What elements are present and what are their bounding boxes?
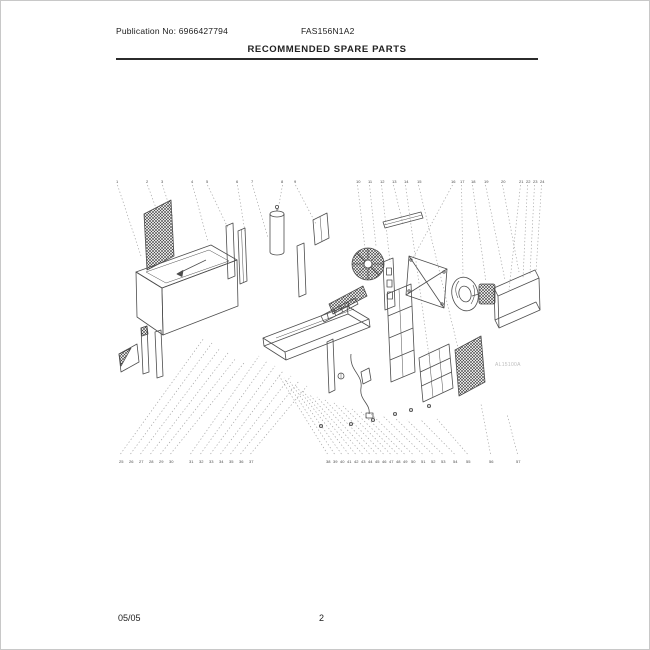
callout-number: 44 <box>368 459 373 464</box>
callout-leader-line <box>231 376 292 454</box>
callout-leader-line <box>334 403 384 454</box>
blower-wheel <box>352 248 384 280</box>
callout-number: 39 <box>333 459 338 464</box>
callout-leader-line <box>473 185 487 282</box>
callout-number: 7 <box>251 179 254 184</box>
callout-leader-line <box>317 397 370 454</box>
callout-leader-line <box>406 185 430 356</box>
callout-leader-line <box>296 386 349 454</box>
callout-number: 19 <box>484 179 489 184</box>
header-rule <box>116 58 538 60</box>
callout-leader-line <box>290 382 342 454</box>
callout-leader-line <box>278 374 328 454</box>
callout-leader-line <box>437 419 468 454</box>
callout-number: 50 <box>411 459 416 464</box>
callout-leader-line <box>148 185 157 208</box>
callout-number: 17 <box>460 179 465 184</box>
page-title: RECOMMENDED SPARE PARTS <box>247 44 407 55</box>
condenser-fan <box>448 274 481 313</box>
top-channel-bar <box>383 212 423 228</box>
callout-leader-line <box>238 185 246 232</box>
callout-leader-line <box>309 394 363 454</box>
base-pan <box>263 306 370 393</box>
callout-leader-line <box>407 420 443 454</box>
callout-number: 38 <box>326 459 331 464</box>
callout-leader-line <box>421 420 455 454</box>
callout-number: 11 <box>368 179 373 184</box>
side-trim-strips <box>141 326 163 378</box>
callout-number: 33 <box>209 459 214 464</box>
callout-number: 16 <box>451 179 456 184</box>
front-grille-panel <box>419 344 453 402</box>
callout-number: 21 <box>519 179 524 184</box>
parts-diagram-svg <box>111 176 545 468</box>
top-callout-group <box>116 179 545 356</box>
callout-number: 23 <box>533 179 538 184</box>
callout-number: 14 <box>404 179 409 184</box>
callout-number: 24 <box>540 179 545 184</box>
callout-number: 29 <box>159 459 164 464</box>
callout-number: 48 <box>396 459 401 464</box>
callout-number: 34 <box>219 459 224 464</box>
publication-number: Publication No: 6966427794 <box>116 26 229 36</box>
callout-leader-line <box>208 185 229 228</box>
callout-number: 42 <box>354 459 359 464</box>
callout-leader-line <box>241 381 300 454</box>
callout-number: 27 <box>139 459 144 464</box>
callout-number: 26 <box>129 459 134 464</box>
callout-number: 1 <box>116 179 119 184</box>
callout-number: 32 <box>199 459 204 464</box>
condenser-coil-panel <box>144 200 174 270</box>
callout-number: 4 <box>191 179 194 184</box>
callout-number: 55 <box>466 459 471 464</box>
callout-leader-line <box>523 185 528 278</box>
callout-number: 25 <box>119 459 124 464</box>
callout-number: 20 <box>501 179 506 184</box>
callout-number: 56 <box>489 459 494 464</box>
callout-number: 43 <box>361 459 366 464</box>
callout-number: 46 <box>382 459 387 464</box>
fan-shroud <box>406 256 447 308</box>
callout-leader-line <box>486 185 506 280</box>
callout-leader-line <box>118 185 142 256</box>
callout-number: 5 <box>206 179 209 184</box>
callout-leader-line <box>507 414 518 454</box>
callout-number: 51 <box>421 459 426 464</box>
callout-number: 15 <box>417 179 422 184</box>
callout-leader-line <box>171 363 245 454</box>
callout-leader-line <box>193 185 209 242</box>
footer-page-number: 2 <box>319 613 325 623</box>
callout-leader-line <box>370 185 377 246</box>
callout-leader-line <box>530 185 535 274</box>
callout-number: 31 <box>189 459 194 464</box>
callout-leader-line <box>462 185 464 276</box>
callout-leader-line <box>536 185 542 272</box>
callout-number: 40 <box>340 459 345 464</box>
callout-number: 37 <box>249 459 254 464</box>
capacitor-cylinder <box>270 205 284 255</box>
callout-leader-line <box>161 358 237 454</box>
callout-number: 52 <box>431 459 436 464</box>
callout-leader-line <box>141 348 221 454</box>
callout-number: 10 <box>356 179 361 184</box>
callout-number: 8 <box>281 179 284 184</box>
evaporator-fins <box>321 286 367 322</box>
callout-number: 13 <box>392 179 397 184</box>
callout-number: 54 <box>453 459 458 464</box>
callout-number: 9 <box>294 179 297 184</box>
screw-hardware <box>319 368 430 428</box>
diagram-watermark: AL15100A <box>495 362 521 368</box>
callout-leader-line <box>413 185 453 258</box>
callout-leader-line <box>383 416 423 454</box>
callout-number: 45 <box>375 459 380 464</box>
callout-leader-line <box>251 386 308 454</box>
callout-leader-line <box>481 404 491 454</box>
callout-leader-line <box>296 185 317 224</box>
air-filter <box>455 336 485 396</box>
callout-number: 3 <box>161 179 164 184</box>
callout-number: 53 <box>441 459 446 464</box>
callout-number: 22 <box>526 179 531 184</box>
callout-leader-line <box>358 185 366 248</box>
callout-number: 49 <box>403 459 408 464</box>
callout-leader-line <box>503 185 520 272</box>
callout-number: 30 <box>169 459 174 464</box>
callout-number: 57 <box>516 459 521 464</box>
callout-number: 6 <box>236 179 239 184</box>
fan-motor <box>472 284 495 304</box>
callout-number: 41 <box>347 459 352 464</box>
callout-leader-line <box>395 418 433 454</box>
callout-number: 28 <box>149 459 154 464</box>
callout-leader-line <box>284 378 335 454</box>
callout-number: 12 <box>380 179 385 184</box>
callout-leader-line <box>191 356 260 454</box>
footer-date: 05/05 <box>118 613 141 623</box>
callout-leader-line <box>509 185 521 290</box>
mount-bracket <box>383 258 395 310</box>
power-cord <box>338 354 373 418</box>
callout-leader-line <box>151 353 229 454</box>
left-bottom-bracket <box>119 344 139 372</box>
callout-number: 2 <box>146 179 149 184</box>
callout-leader-line <box>302 390 356 454</box>
callout-number: 18 <box>471 179 476 184</box>
callout-leader-line <box>352 409 398 454</box>
exploded-parts-diagram <box>111 176 545 468</box>
callout-number: 35 <box>229 459 234 464</box>
callout-number: 36 <box>239 459 244 464</box>
callout-number: 47 <box>389 459 394 464</box>
model-number: FAS156N1A2 <box>301 26 355 36</box>
callout-leader-line <box>253 185 269 238</box>
right-side-panel <box>494 270 540 328</box>
callout-leader-line <box>201 361 268 454</box>
